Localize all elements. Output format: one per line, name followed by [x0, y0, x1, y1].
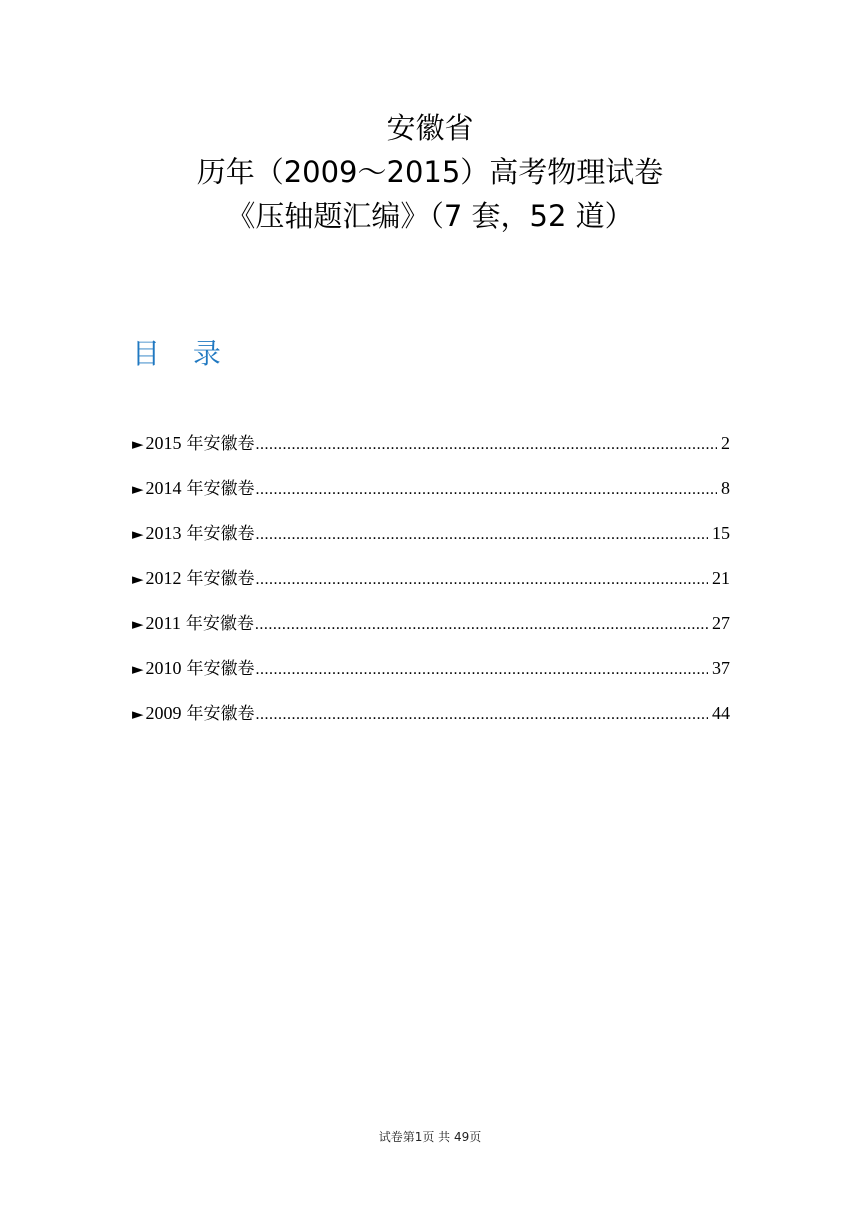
document-title: [0, 106, 860, 238]
toc-entry-page: 37: [712, 658, 730, 678]
toc-entry-year: 2012: [145, 568, 182, 588]
right-pointing-triangle-icon: ►: [132, 570, 144, 588]
toc-leader-dots: [256, 520, 708, 550]
toc-entry[interactable]: [132, 428, 730, 473]
toc-entry[interactable]: [132, 698, 730, 743]
toc-leader-dots: [256, 700, 708, 730]
toc-leader-dots: [255, 610, 708, 640]
toc-leader-dots: [256, 655, 708, 685]
toc-leader-dots: [256, 430, 717, 460]
toc-entry-year: 2010: [145, 658, 182, 678]
toc-entry-label: 年安徽卷: [186, 524, 255, 544]
toc-heading: 目 录: [132, 337, 233, 370]
toc-leader-dots: [256, 565, 708, 595]
toc-entry-label: 年安徽卷: [186, 704, 255, 724]
toc-entry-page: 44: [712, 703, 730, 723]
toc-entry-page: 15: [712, 523, 730, 543]
toc-entry-year: 2013: [145, 523, 182, 543]
right-pointing-triangle-icon: ►: [132, 525, 144, 543]
table-of-contents: [132, 428, 730, 743]
right-pointing-triangle-icon: ►: [132, 480, 144, 498]
toc-entry-label: 年安徽卷: [186, 479, 255, 499]
toc-entry-year: 2011: [145, 613, 181, 633]
toc-entry-page: 2: [721, 433, 730, 453]
toc-entry[interactable]: [132, 518, 730, 563]
toc-entry[interactable]: [132, 563, 730, 608]
right-pointing-triangle-icon: ►: [132, 435, 144, 453]
toc-entry-label: 年安徽卷: [185, 614, 254, 634]
toc-entry[interactable]: [132, 608, 730, 653]
toc-entry-label: 年安徽卷: [186, 569, 255, 589]
toc-entry-label: 年安徽卷: [186, 659, 255, 679]
page-footer: 试卷第1页 共 49页: [378, 1130, 482, 1144]
title-province: 安徽省: [386, 111, 474, 145]
toc-entry-year: 2014: [145, 478, 182, 498]
toc-entry-page: 8: [721, 478, 730, 498]
right-pointing-triangle-icon: ►: [132, 615, 144, 633]
right-pointing-triangle-icon: ►: [132, 705, 144, 723]
title-exam-range: 历年（2009～2015）高考物理试卷: [196, 155, 664, 189]
right-pointing-triangle-icon: ►: [132, 660, 144, 678]
toc-entry-page: 21: [712, 568, 730, 588]
toc-leader-dots: [256, 475, 717, 505]
toc-entry-year: 2015: [145, 433, 182, 453]
toc-entry-label: 年安徽卷: [186, 434, 255, 454]
toc-entry[interactable]: [132, 653, 730, 698]
toc-entry-year: 2009: [145, 703, 182, 723]
title-compilation: 《压轴题汇编》（7 套，52 道）: [226, 199, 634, 233]
toc-entry[interactable]: [132, 473, 730, 518]
toc-entry-page: 27: [712, 613, 730, 633]
